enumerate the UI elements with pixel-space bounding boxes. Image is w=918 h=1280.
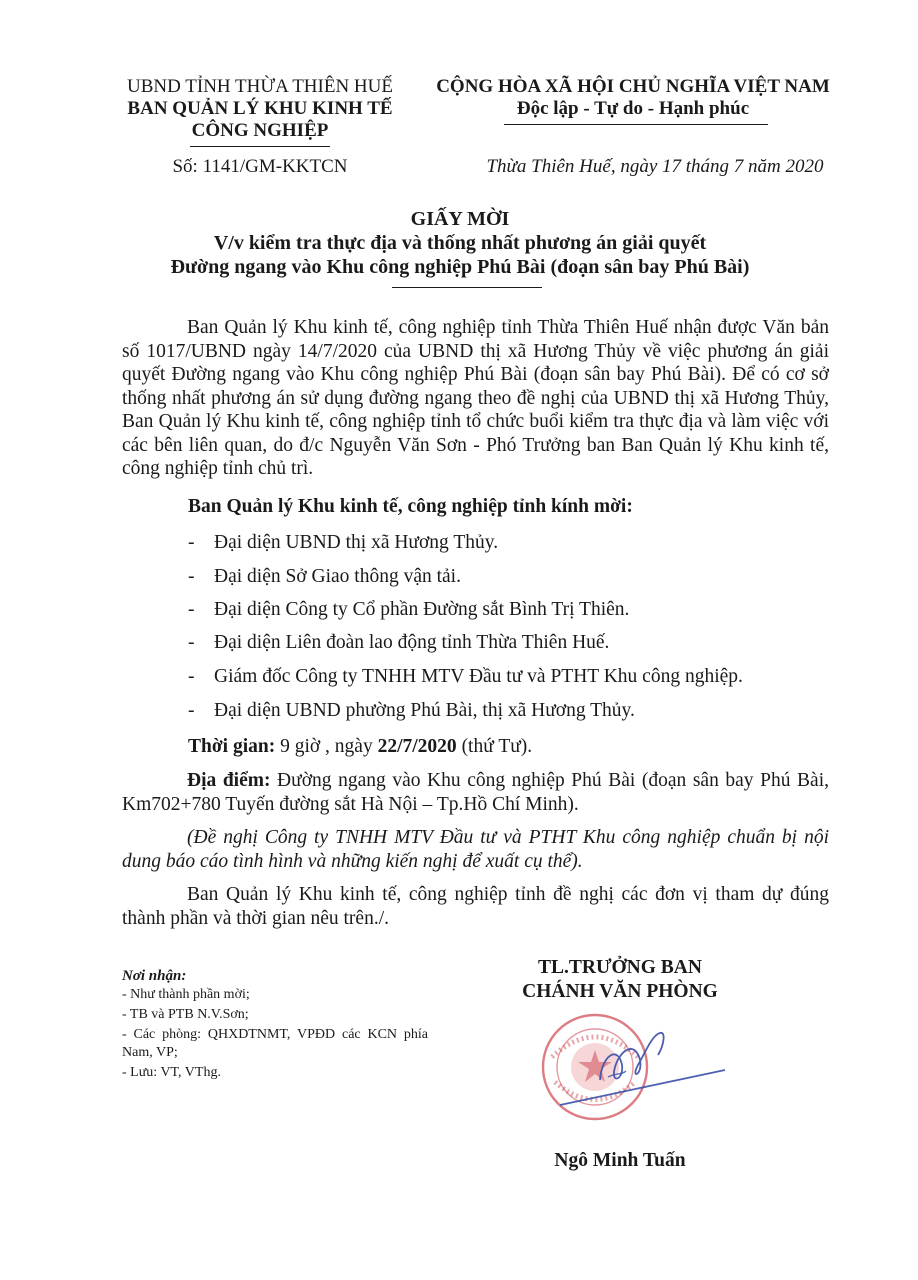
bullet-dash: -: [188, 666, 195, 687]
motto-underline: [504, 124, 768, 125]
title-main: GIẤY MỜI: [410, 208, 510, 230]
recipient-item: - TB và PTB N.V.Sơn;: [122, 1007, 249, 1022]
time-prefix: 9 giờ , ngày: [275, 736, 378, 757]
issuer-underline: [190, 146, 330, 147]
place-label: Địa điểm:: [187, 770, 271, 791]
meeting-place: [122, 769, 829, 816]
list-item: [188, 699, 828, 722]
list-item: [188, 665, 828, 688]
signer-title-line2: CHÁNH VĂN PHÒNG: [522, 981, 718, 1002]
issuer-block: [110, 76, 410, 142]
invitee-text: Đại diện UBND thị xã Hương Thủy.: [214, 532, 499, 553]
issuer-parent: UBND TỈNH THỪA THIÊN HUẾ: [127, 76, 393, 97]
time-suffix: (thứ Tư).: [456, 736, 533, 757]
bullet-dash: -: [188, 632, 195, 653]
place-text: Đường ngang vào Khu công nghiệp Phú Bài (đoạn sân bay Phú Bài, Km702+780 Tuyến đường sắt Hà Nội – Tp.Hồ Chí Minh).: [122, 770, 830, 815]
document-title: [100, 207, 820, 279]
recipient-item: - Như thành phần mời;: [122, 987, 250, 1002]
bullet-dash: -: [188, 700, 195, 721]
national-motto: Độc lập - Tự do - Hạnh phúc: [516, 98, 750, 119]
recipient-item: - Các phòng: QHXDTNMT, VPĐD các KCN phía Nam, VP;: [122, 1027, 428, 1060]
title-subject-line1: V/v kiểm tra thực địa và thống nhất phương án giải quyết: [213, 232, 707, 254]
signer-title-block: [470, 956, 770, 1004]
title-subject-line2: Đường ngang vào Khu công nghiệp Phú Bài (đoạn sân bay Phú Bài): [170, 256, 750, 278]
recipients-block: [122, 966, 430, 1082]
invitee-text: Đại diện Công ty Cổ phần Đường sắt Bình Trị Thiên.: [214, 599, 630, 620]
title-underline: [392, 287, 542, 288]
invitee-text: Giám đốc Công ty TNHH MTV Đầu tư và PTHT Khu công nghiệp.: [214, 666, 743, 687]
invite-heading: Ban Quản lý Khu kinh tế, công nghiệp tỉnh kính mời:: [188, 496, 633, 517]
recipient-item: - Lưu: VT, VThg.: [122, 1065, 221, 1080]
time-date: 22/7/2020: [377, 736, 457, 757]
issue-date: Thừa Thiên Huế, ngày 17 tháng 7 năm 2020: [486, 156, 824, 177]
bullet-dash: -: [188, 532, 195, 553]
issuer-name-line1: BAN QUẢN LÝ KHU KINH TẾ: [127, 98, 393, 119]
invitee-text: Đại diện UBND phường Phú Bài, thị xã Hương Thủy.: [214, 700, 635, 721]
doc-number: Số: 1141/GM-KKTCN: [172, 156, 348, 177]
list-item: [188, 631, 828, 654]
list-item: [188, 565, 828, 588]
national-header: [418, 76, 848, 120]
bullet-dash: -: [188, 566, 195, 587]
list-item: [188, 598, 828, 621]
bullet-dash: -: [188, 599, 195, 620]
intro-paragraph: Ban Quản lý Khu kinh tế, công nghiệp tỉnh Thừa Thiên Huế nhận được Văn bản số 1017/UBND ngày 14/7/2020 của UBND thị xã Hương Thủy về việc phương án giải quyết Đường ngang vào Khu công nghiệp Phú Bài (đoạn sân bay Phú Bài). Để có cơ sở thống nhất phương án sử dụng đường ngang theo đề nghị của UBND thị xã Hương Thủy, Ban Quản lý Khu kinh tế, công nghiệp tỉnh tổ chức buổi kiểm tra thực địa và làm việc với các bên liên quan, do đ/c Nguyễn Văn Sơn - Phó Trưởng ban Ban Quản lý Khu kinh tế, công nghiệp tỉnh chủ trì.: [122, 317, 829, 479]
time-label: Thời gian:: [188, 736, 276, 757]
meeting-time: [188, 735, 828, 758]
recipients-label: Nơi nhận:: [122, 968, 187, 984]
invitee-text: Đại diện Liên đoàn lao động tỉnh Thừa Thiên Huế.: [214, 632, 610, 653]
national-title: CỘNG HÒA XÃ HỘI CHỦ NGHĨA VIỆT NAM: [436, 76, 830, 97]
handwritten-signature: [540, 1025, 740, 1115]
signer-title-line1: TL.TRƯỞNG BAN: [538, 957, 702, 978]
issuer-name-line2: CÔNG NGHIỆP: [191, 120, 329, 141]
preparation-note: (Đề nghị Công ty TNHH MTV Đầu tư và PTHT Khu công nghiệp chuẩn bị nội dung báo cáo tình hình và những kiến nghị để xuất cụ thể).: [122, 827, 829, 872]
list-item: [188, 531, 828, 554]
invitee-text: Đại diện Sở Giao thông vận tải.: [214, 566, 461, 587]
signer-name: Ngô Minh Tuấn: [554, 1150, 686, 1171]
closing-paragraph: Ban Quản lý Khu kinh tế, công nghiệp tỉnh đề nghị các đơn vị tham dự đúng thành phần và thời gian nêu trên./.: [122, 884, 829, 929]
